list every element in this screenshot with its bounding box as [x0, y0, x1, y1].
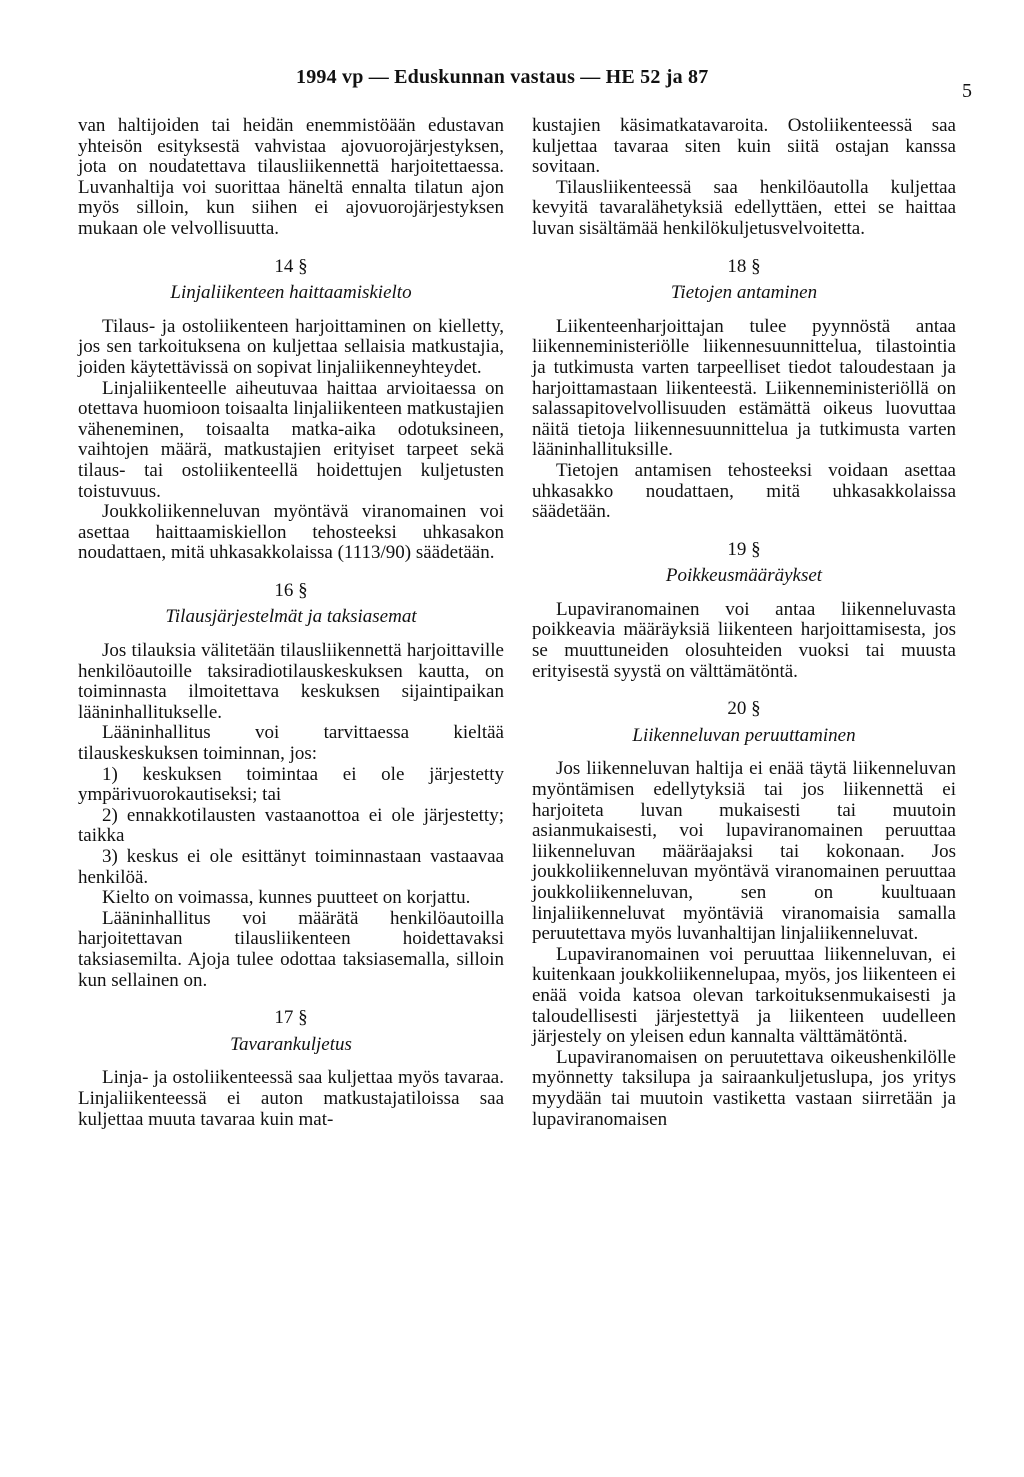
paragraph: van haltijoiden tai heidän enemmistöään edustavan yhteisön esityksestä vahvistaa ajovuorojärjestyksen, jota on noudatettava tilausliikennettä harjoitettaessa. Luvanhaltija voi suorittaa häneltä ennalta tilatun ajon myös silloin, kun siihen ei ajovuorojärjestyksen mukaan ole velvollisuutta. — [78, 115, 504, 239]
paragraph: Linja- ja ostoliikenteessä saa kuljettaa myös tavaraa. Linjaliikenteessä ei auton matkustajatiloissa saa kuljettaa muuta tavaraa kuin mat- — [78, 1067, 504, 1130]
paragraph: Liikenteenharjoittajan tulee pyynnöstä antaa liikenneministeriölle liikennesuunnittelua, tilastointia ja tutkimusta varten tarpeelliset tiedot taloudestaan ja harjoittamastaan liikenteestä. Liikenneministeriöllä on salassapitovelvollisuuden estämättä oikeus luovuttaa näitä tietoja liikennesuunnittelua ja tutkimusta varten lääninhallituksille. — [532, 315, 956, 461]
section-number-16: 16 § — [274, 579, 308, 601]
paragraph: Kielto on voimassa, kunnes puutteet on korjattu. — [102, 887, 471, 909]
paragraph: Tilaus- ja ostoliikenteen harjoittaminen on kielletty, jos sen tarkoituksena on kuljettaa sellaisia matkustajia, joiden käytettävissä on sopivat linjaliikenneyhteydet. — [78, 315, 504, 378]
paragraph: Lupaviranomainen voi antaa liikenneluvasta poikkeavia määräyksiä liikenteen harjoittamisesta, jos se muuttuneiden olosuhteiden vuoksi tai muusta erityisestä syystä on välttämätöntä. — [532, 598, 956, 682]
list-item: 3) keskus ei ole esittänyt toiminnastaan vastaavaa henkilöä. — [78, 846, 504, 888]
paragraph: Tilausliikenteessä saa henkilöautolla kuljettaa kevyitä tavaralähetyksiä edellyttäen, ettei se haittaa luvan sisältämää henkilökuljetusvelvoitetta. — [532, 176, 956, 239]
section-number-14: 14 § — [274, 255, 308, 277]
paragraph: Jos tilauksia välitetään tilausliikennettä harjoittaville henkilöautoille taksiradiotilauskeskuksen kautta, on toiminnasta ilmoitettava keskuksen sijaintipaikan lääninhallitukselle. — [78, 640, 504, 723]
section-title-17: Tavarankuljetus — [230, 1033, 352, 1055]
list-item: 2) ennakkotilausten vastaanottoa ei ole järjestetty; taikka — [78, 804, 504, 847]
paragraph: kustajien käsimatkatavaroita. Ostoliikenteessä saa kuljettaa tavaraa siten kuin siitä ostajan kanssa sovitaan. — [532, 115, 956, 178]
section-number-20: 20 § — [727, 698, 761, 720]
left-column — [78, 116, 504, 1130]
paragraph: Jos liikenneluvan haltija ei enää täytä liikenneluvan myöntämisen edellytyksiä tai jos liikennettä ei harjoiteta luvan mukaisesti tai muutoin asianmukaisesti, voi lupaviranomainen peruuttaa liikenneluvan määräajaksi tai kokonaan. Jos joukkoliikenneluvan myöntävä viranomainen peruuttaa joukkoliikenneluvan, sen on kuultuaan linjaliikenneluvat myöntäviä viranomaisia samalla peruutettava myös luvanhaltijan linjaliikenneluvat. — [532, 758, 956, 945]
page-number: 5 — [962, 80, 972, 102]
list-item: 1) keskuksen toimintaa ei ole järjestetty ympärivuorokautiseksi; tai — [78, 763, 504, 806]
paragraph: Lupaviranomainen voi peruuttaa liikenneluvan, ei kuitenkaan joukkoliikennelupaa, myös, jos liikenteen ei enää voida katsoa olevan tarkoituksenmukaisesti ja taloudellisesti järjestettyä ja liikenteen uudelleen järjestely on yleisen edun kannalta välttämätöntä. — [532, 943, 956, 1048]
paragraph: Lupaviranomaisen on peruutettava oikeushenkilölle myönnetty taksilupa ja sairaankuljetuslupa, jos yritys myydään tai muutoin vastiketta vastaan siirretään ja lupaviranomaisen — [532, 1046, 956, 1130]
section-title-19: Poikkeusmääräykset — [665, 565, 823, 587]
section-title-20: Liikenneluvan peruuttaminen — [632, 724, 856, 746]
paragraph: Joukkoliikenneluvan myöntävä viranomainen voi asettaa haittaamiskiellon tehosteeksi uhkasakon noudattaen, mitä uhkasakkolaissa (1113/90) säädetään. — [78, 501, 504, 564]
section-title-14: Linjaliikenteen haittaamiskielto — [170, 282, 412, 304]
section-title-18: Tietojen antaminen — [670, 282, 818, 304]
paragraph: Tietojen antamisen tehosteeksi voidaan asettaa uhkasakko noudattaen, mitä uhkasakkolaissa säädetään. — [532, 459, 956, 523]
paragraph: Lääninhallitus voi määrätä henkilöautoilla harjoitettavan tilausliikenteen hoidettavaksi taksiasemilta. Ajoja tulee odottaa taksiasemalla, silloin kun sellainen on. — [78, 907, 504, 991]
section-number-17: 17 § — [274, 1007, 308, 1029]
paragraph: Linjaliikenteelle aiheutuvaa haittaa arvioitaessa on otettava huomioon toisaalta linjaliikenteen matkustajien väheneminen, toisaalta matka-aika odotuksineen, vaihtojen määrä, matkustajien erityiset tarpeet sekä tilaus- tai ostoliikenteellä hoidettujen kuljetusten toistuvuus. — [78, 377, 504, 502]
running-header-title: 1994 vp — Eduskunnan vastaus — HE 52 ja 87 — [296, 66, 709, 88]
section-title-16: Tilausjärjestelmät ja taksiasemat — [165, 606, 417, 628]
section-number-19: 19 § — [727, 538, 761, 560]
right-column — [532, 116, 956, 1130]
page-header — [0, 60, 1024, 100]
section-number-18: 18 § — [727, 255, 761, 277]
paragraph: Lääninhallitus voi tarvittaessa kieltää tilauskeskuksen toiminnan, jos: — [78, 722, 504, 765]
